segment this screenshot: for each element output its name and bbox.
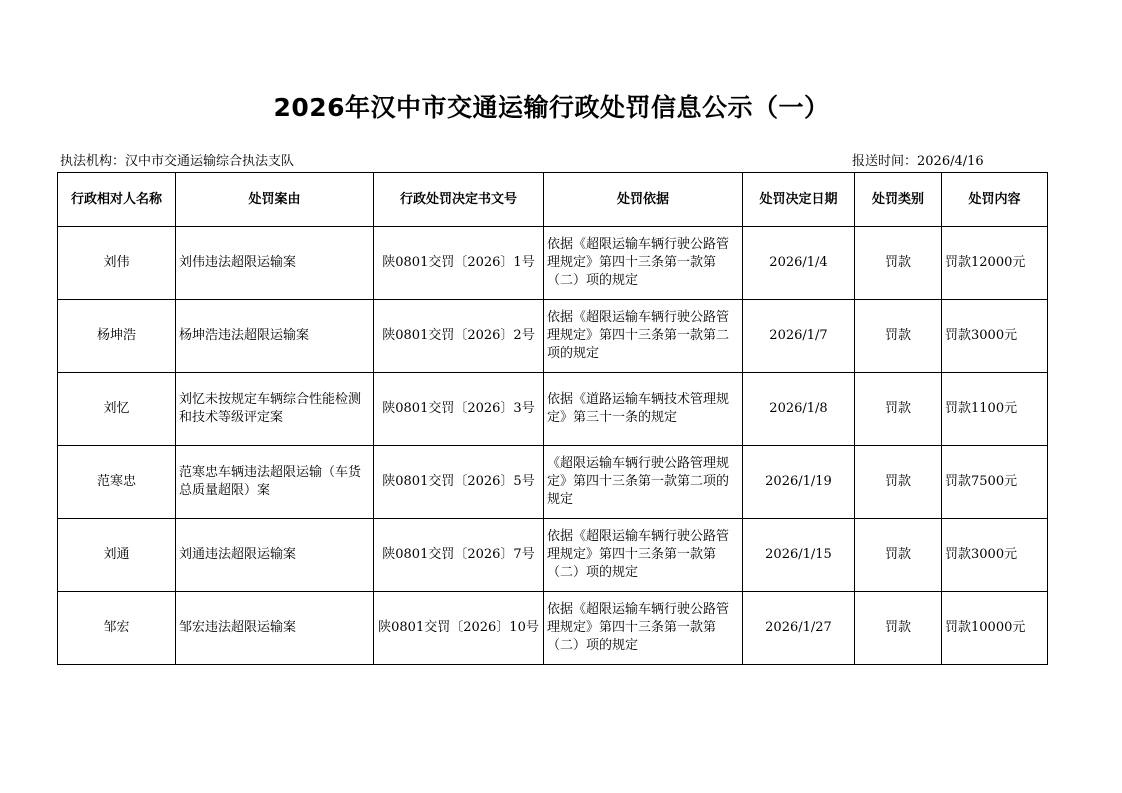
table-row bbox=[58, 446, 1048, 519]
cell-cause: 杨坤浩违法超限运输案 bbox=[176, 300, 374, 373]
cell-date: 2026/1/27 bbox=[743, 592, 855, 665]
cell-name: 刘伟 bbox=[58, 227, 176, 300]
report-time-label: 报送时间：2026/4/16 bbox=[852, 154, 984, 169]
cell-basis: 依据《道路运输车辆技术管理规定》第三十一条的规定 bbox=[544, 373, 743, 446]
cell-category: 罚款 bbox=[855, 227, 942, 300]
cell-doc-no: 陕0801交罚〔2026〕3号 bbox=[374, 373, 544, 446]
cell-basis: 依据《超限运输车辆行驶公路管理规定》第四十三条第一款第二项的规定 bbox=[544, 300, 743, 373]
cell-date: 2026/1/15 bbox=[743, 519, 855, 592]
cell-doc-no: 陕0801交罚〔2026〕1号 bbox=[374, 227, 544, 300]
cell-category: 罚款 bbox=[855, 373, 942, 446]
cell-cause: 范寒忠车辆违法超限运输（车货总质量超限）案 bbox=[176, 446, 374, 519]
cell-name: 邹宏 bbox=[58, 592, 176, 665]
cell-name: 刘通 bbox=[58, 519, 176, 592]
cell-basis: 《超限运输车辆行驶公路管理规定》第四十三条第一款第二项的规定 bbox=[544, 446, 743, 519]
column-header-date: 处罚决定日期 bbox=[743, 173, 855, 227]
cell-name: 范寒忠 bbox=[58, 446, 176, 519]
column-header-basis: 处罚依据 bbox=[544, 173, 743, 227]
cell-basis: 依据《超限运输车辆行驶公路管理规定》第四十三条第一款第（二）项的规定 bbox=[544, 227, 743, 300]
cell-content: 罚款3000元 bbox=[942, 519, 1048, 592]
agency-label: 执法机构：汉中市交通运输综合执法支队 bbox=[60, 154, 295, 169]
table-row bbox=[58, 227, 1048, 300]
cell-cause: 刘忆未按规定车辆综合性能检测和技术等级评定案 bbox=[176, 373, 374, 446]
cell-content: 罚款3000元 bbox=[942, 300, 1048, 373]
cell-date: 2026/1/7 bbox=[743, 300, 855, 373]
cell-doc-no: 陕0801交罚〔2026〕5号 bbox=[374, 446, 544, 519]
cell-content: 罚款7500元 bbox=[942, 446, 1048, 519]
cell-cause: 邹宏违法超限运输案 bbox=[176, 592, 374, 665]
cell-basis: 依据《超限运输车辆行驶公路管理规定》第四十三条第一款第（二）项的规定 bbox=[544, 519, 743, 592]
cell-name: 杨坤浩 bbox=[58, 300, 176, 373]
page-title: 2026年汉中市交通运输行政处罚信息公示（一） bbox=[273, 93, 830, 122]
table-row bbox=[58, 373, 1048, 446]
table-header-row bbox=[58, 173, 1048, 227]
cell-date: 2026/1/4 bbox=[743, 227, 855, 300]
cell-cause: 刘伟违法超限运输案 bbox=[176, 227, 374, 300]
cell-doc-no: 陕0801交罚〔2026〕2号 bbox=[374, 300, 544, 373]
cell-content: 罚款1100元 bbox=[942, 373, 1048, 446]
cell-name: 刘忆 bbox=[58, 373, 176, 446]
cell-category: 罚款 bbox=[855, 519, 942, 592]
cell-category: 罚款 bbox=[855, 592, 942, 665]
column-header-name: 行政相对人名称 bbox=[58, 173, 176, 227]
column-header-content: 处罚内容 bbox=[942, 173, 1048, 227]
table-row bbox=[58, 519, 1048, 592]
cell-content: 罚款10000元 bbox=[942, 592, 1048, 665]
cell-date: 2026/1/8 bbox=[743, 373, 855, 446]
cell-doc-no: 陕0801交罚〔2026〕10号 bbox=[374, 592, 544, 665]
column-header-category: 处罚类别 bbox=[855, 173, 942, 227]
column-header-cause: 处罚案由 bbox=[176, 173, 374, 227]
cell-content: 罚款12000元 bbox=[942, 227, 1048, 300]
cell-doc-no: 陕0801交罚〔2026〕7号 bbox=[374, 519, 544, 592]
table-row bbox=[58, 592, 1048, 665]
penalty-table bbox=[57, 172, 1048, 665]
column-header-doc-no: 行政处罚决定书文号 bbox=[374, 173, 544, 227]
table-row bbox=[58, 300, 1048, 373]
cell-date: 2026/1/19 bbox=[743, 446, 855, 519]
cell-category: 罚款 bbox=[855, 300, 942, 373]
cell-category: 罚款 bbox=[855, 446, 942, 519]
cell-cause: 刘通违法超限运输案 bbox=[176, 519, 374, 592]
cell-basis: 依据《超限运输车辆行驶公路管理规定》第四十三条第一款第（二）项的规定 bbox=[544, 592, 743, 665]
